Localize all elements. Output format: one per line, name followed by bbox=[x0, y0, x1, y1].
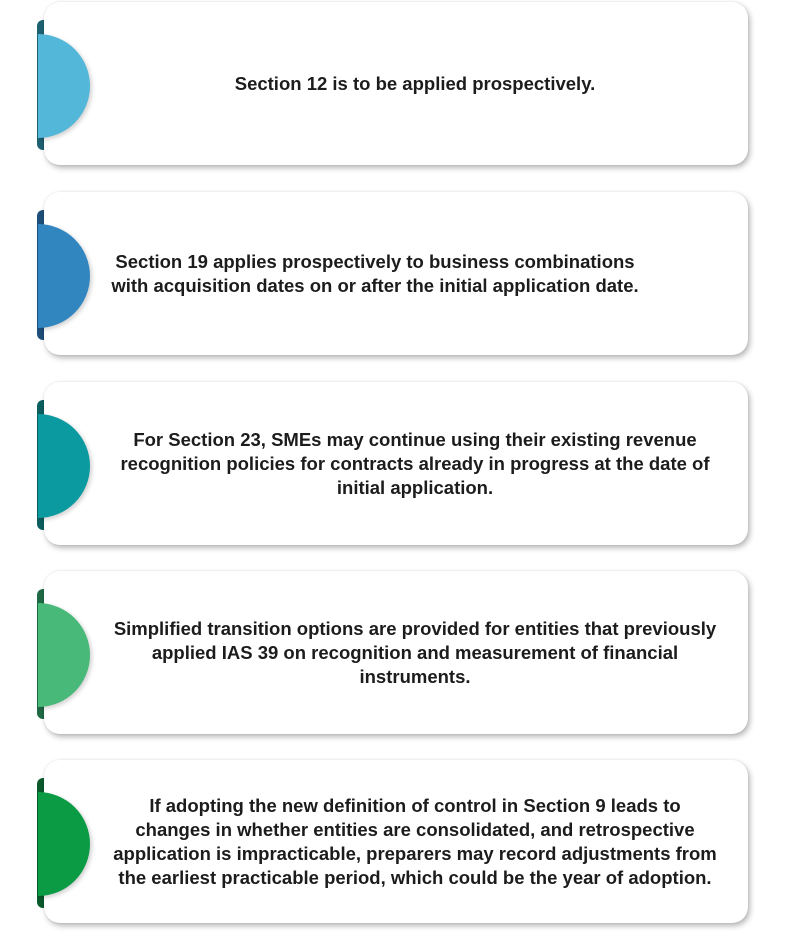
item-text: Section 12 is to be applied prospectively. bbox=[234, 72, 596, 94]
list-item bbox=[0, 0, 800, 168]
list-item bbox=[0, 758, 800, 926]
item-text: Simplified transition options are provided for entities that previously applied IAS 39 on recognition and measurement of financial instruments. bbox=[113, 617, 717, 687]
item-text: For Section 23, SMEs may continue using their existing revenue recognition policies for contracts already in progress at the date of initial application. bbox=[120, 428, 710, 498]
list-item bbox=[0, 190, 800, 358]
item-text: If adopting the new definition of control in Section 9 leads to changes in whether entities are consolidated, and retrospective application is impracticable, preparers may record adjustments from the earliest practicable period, which could be the year of adoption. bbox=[113, 794, 717, 888]
list-item bbox=[0, 569, 800, 737]
list-item bbox=[0, 380, 800, 548]
item-text: Section 19 applies prospectively to business combinations with acquisition dates on or after the initial application date. bbox=[111, 250, 639, 296]
